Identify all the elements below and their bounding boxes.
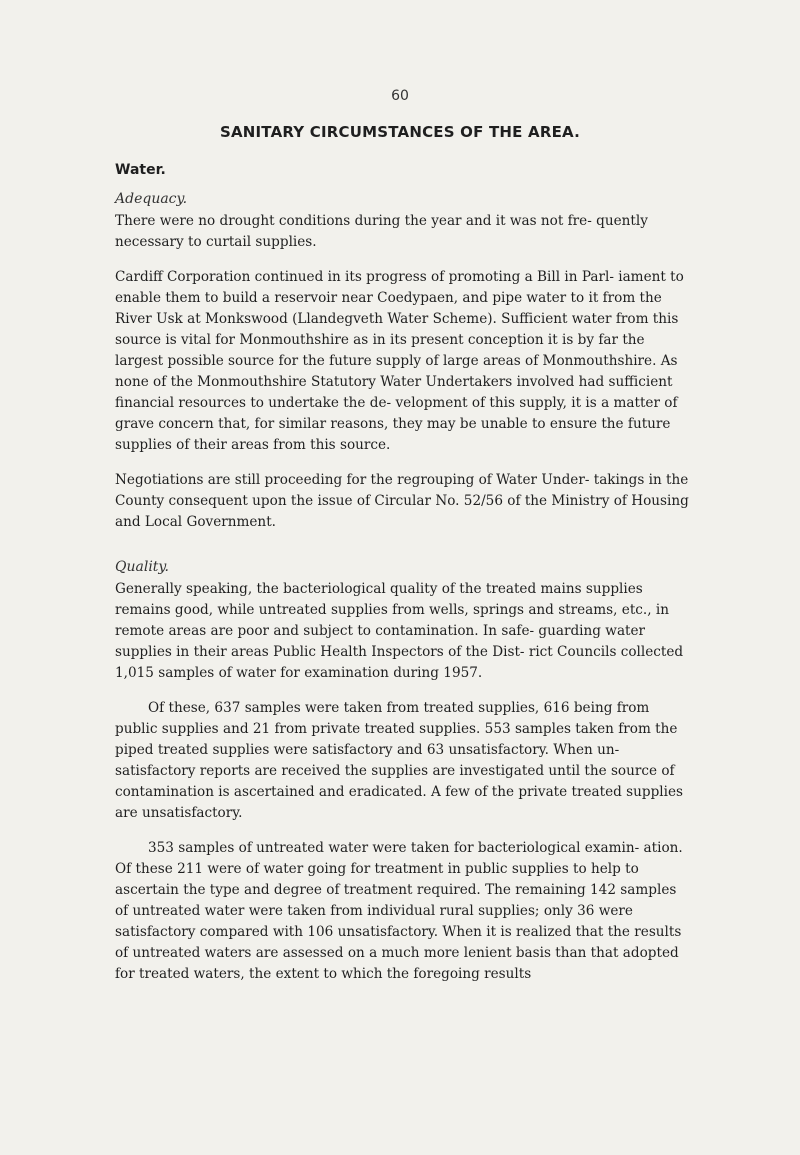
document-body	[115, 162, 690, 999]
adequacy-paragraph-2: Cardiff Corporation continued in its progress of promoting a Bill in Parl- iament to enable them to build a reservoir near Coedypaen, and pipe water to it from the River Usk at Monkswood (Llandegveth Water Scheme). Sufficient water from this source is vital for Monmouthshire as in its present conception it is by far the largest possible source for the future supply of large areas of Monmouthshire. As none of the Monmouthshire Statutory Water Undertakers involved had sufficient financial resources to undertake the de- velopment of this supply, it is a matter of grave concern that, for similar reasons, they may be unable to ensure the future supplies of their areas from this source.	[115, 269, 684, 453]
section-title-water: Water.	[115, 162, 166, 178]
adequacy-paragraph-3: Negotiations are still proceeding for the regrouping of Water Under- takings in the County consequent upon the issue of Circular No. 52/56 of the Ministry of Housing and Local Government.	[115, 472, 689, 530]
subsection-title-quality: Quality.	[115, 559, 169, 575]
page-heading: SANITARY CIRCUMSTANCES OF THE AREA.	[219, 123, 581, 141]
adequacy-paragraph-1: There were no drought conditions during the year and it was not fre- quently necessary to curtail supplies.	[115, 213, 648, 250]
quality-paragraph-3: 353 samples of untreated water were taken for bacteriological examin- ation. Of these 211 were of water going for treatment in public supplies to help to ascertain the type and degree of treatment required. The remaining 142 samples of untreated water were taken from individual rural supplies; only 36 were satisfactory compared with 106 unsatisfactory. When it is realized that the results of untreated waters are assessed on a much more lenient basis than that adopted for treated waters, the extent to which the foregoing results	[115, 840, 683, 982]
quality-paragraph-2: Of these, 637 samples were taken from treated supplies, 616 being from public supplies and 21 from private treated supplies. 553 samples taken from the piped treated supplies were satisfactory and 63 unsatisfactory. When un- satisfactory reports are received the supplies are investigated until the source of contamination is ascertained and eradicated. A few of the private treated supplies are unsatisfactory.	[115, 700, 683, 821]
quality-paragraph-1: Generally speaking, the bacteriological quality of the treated mains supplies remains good, while untreated supplies from wells, springs and streams, etc., in remote areas are poor and subject to contamination. In safe- guarding water supplies in their areas Public Health Inspectors of the Dist- rict Councils collected 1,015 samples of water for examination during 1957.	[115, 581, 684, 681]
subsection-title-adequacy: Adequacy.	[115, 191, 188, 207]
page-number: 60	[391, 88, 409, 104]
